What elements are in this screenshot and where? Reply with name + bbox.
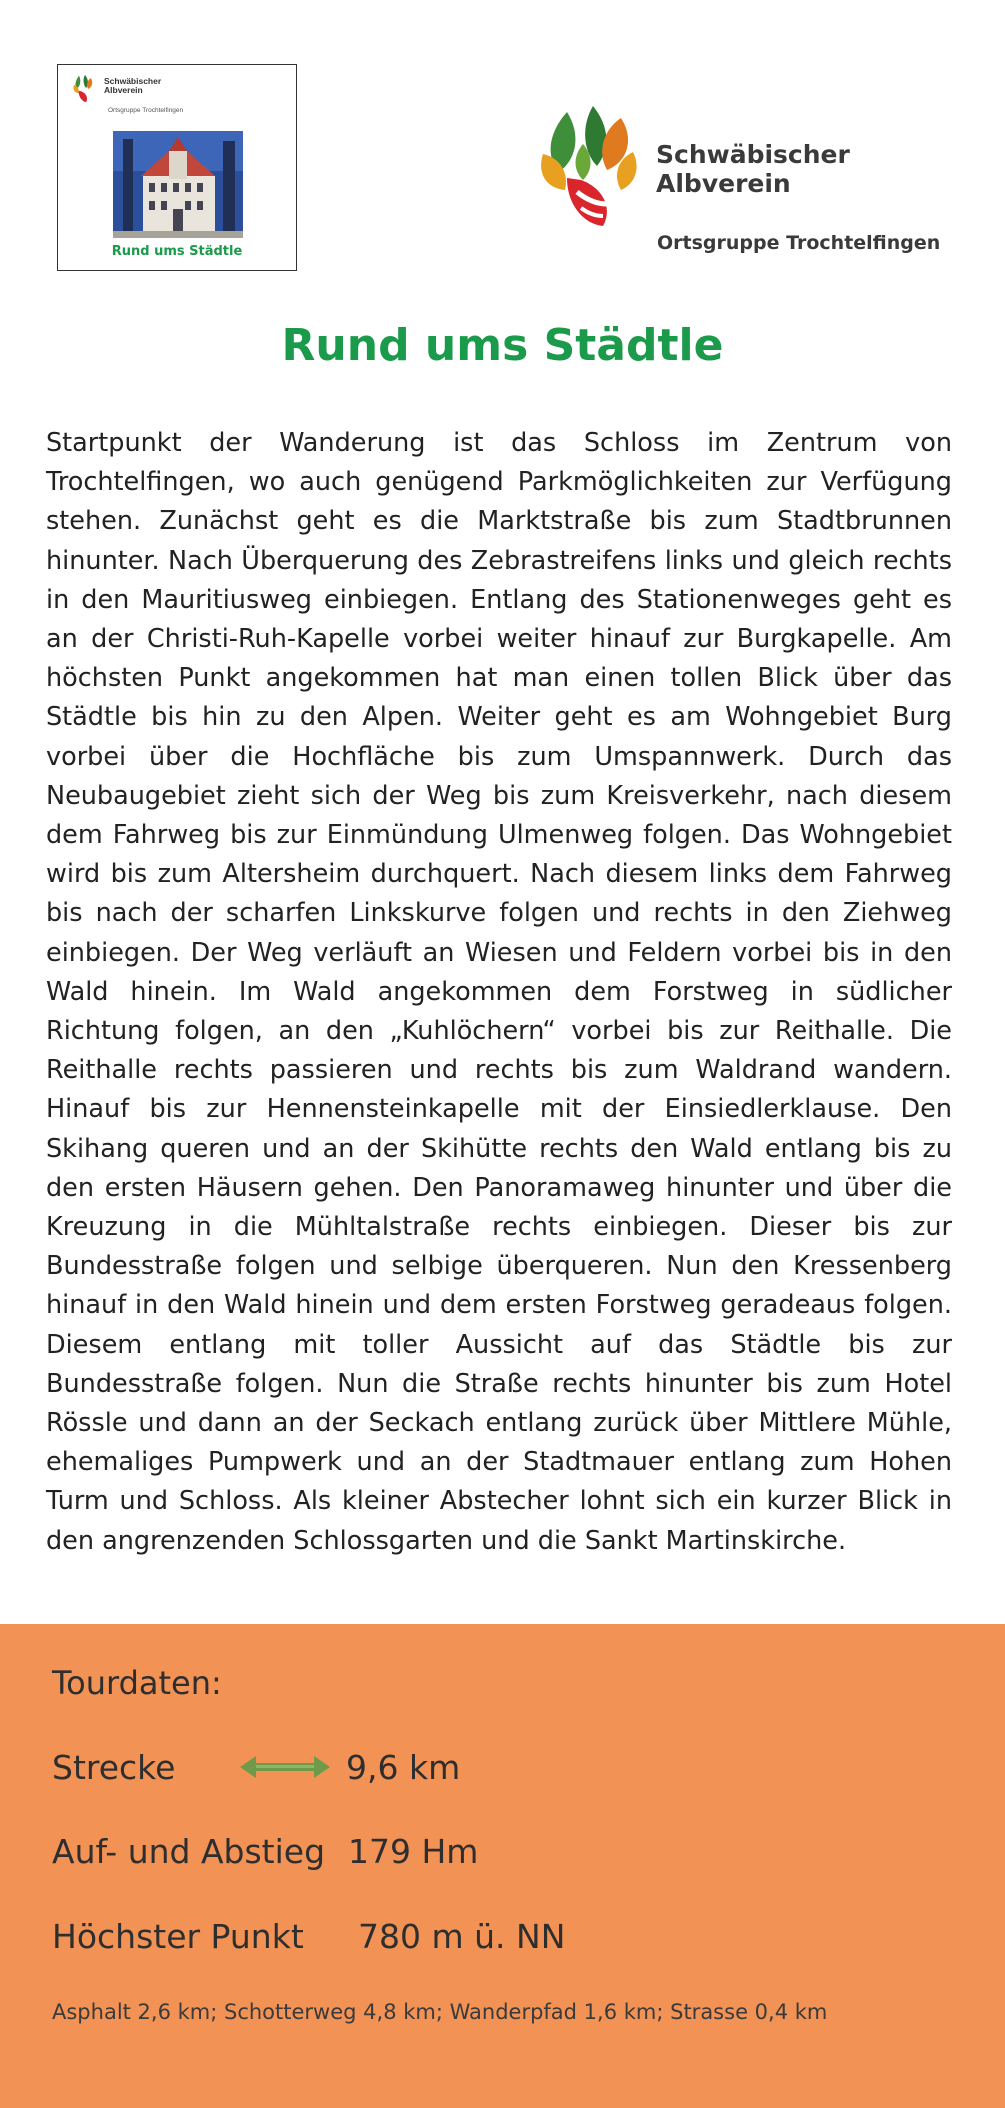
org-group: Ortsgruppe Trochtelfingen [657, 232, 941, 254]
highest-point-label: Höchster Punkt [52, 1917, 304, 1956]
org-name [656, 140, 850, 198]
elevation-label: Auf- und Abstieg [52, 1832, 326, 1871]
surface-breakdown: Asphalt 2,6 km; Schotterweg 4,8 km; Wanderpfad 1,6 km; Strasse 0,4 km [52, 2000, 828, 2024]
thumbnail-org-line1: Schwäbischer [104, 76, 162, 86]
thumbnail-group: Ortsgruppe Trochtelfingen [108, 107, 184, 114]
tour-data-panel [0, 1624, 1005, 2108]
highest-point-value: 780 m ü. NN [358, 1917, 566, 1956]
albverein-logo-icon [537, 104, 639, 228]
castle-photo [113, 131, 243, 238]
flyer-thumbnail [57, 64, 297, 271]
albverein-logo-small-icon [72, 73, 96, 105]
org-name-line2: Albverein [656, 169, 791, 198]
tour-data-heading: Tourdaten: [52, 1664, 222, 1702]
thumbnail-title: Rund ums Städtle [111, 244, 243, 259]
page-title: Rund ums Städtle [281, 320, 724, 371]
thumbnail-org-line2: Albverein [104, 85, 143, 95]
distance-label: Strecke [52, 1748, 176, 1787]
distance-value: 9,6 km [346, 1748, 461, 1787]
thumbnail-org-name [104, 77, 184, 95]
double-arrow-icon [240, 1754, 330, 1780]
org-name-line1: Schwäbischer [656, 140, 850, 169]
route-description: Startpunkt der Wanderung ist das Schloss im Zentrum von Trochtelfingen, wo auch genügend Parkmöglichkeiten zur Verfügung stehen. Zunächst geht es die Marktstraße bis zum Stadtbrunnen hinunter. Nach Überquerung des Zebrastreifens links und gleich rechts in den Mauritiusweg einbiegen. Entlang des Stationenweges geht es an der Christi-Ruh-Kapelle vorbei weiter hinauf zur Burgkapelle. Am höchsten Punkt angekommen hat man einen tollen Blick über das Städtle bis hin zu den Alpen. Weiter geht es am Wohngebiet Burg vorbei über die Hochfläche bis zum Umspannwerk. Durch das Neubaugebiet zieht sich der Weg bis zum Kreisverkehr, nach diesem dem Fahrweg bis zur Einmündung Ulmenweg folgen. Das Wohngebiet wird bis zum Altersheim durchquert. Nach diesem links dem Fahrweg bis nach der scharfen Linkskurve folgen und rechts in den Ziehweg einbiegen. Der Weg verläuft an Wiesen und Feldern vorbei bis in den Wald hinein. Im Wald angekommen dem Forstweg in südlicher Richtung folgen, an den „Kuhlöchern“ vorbei bis zur Reithalle. Die Reithalle rechts passieren und rechts bis zum Waldrand wandern. Hinauf bis zur Hennensteinkapelle mit der Einsiedlerklause. Den Skihang queren und an der Skihütte rechts den Wald entlang bis zu den ersten Häusern gehen. Den Panoramaweg hinunter und über die Kreuzung in die Mühltalstraße rechts einbiegen. Dieser bis zur Bundesstraße folgen und selbige überqueren. Nun den Kressenberg hinauf in den Wald hinein und dem ersten Forstweg geradeaus folgen. Diesem entlang mit toller Aussicht auf das Städtle bis zur Bundesstraße folgen. Nun die Straße rechts hinunter bis zum Hotel Rössle und dann an der Seckach entlang zurück über Mittlere Mühle, ehemaliges Pumpwerk und an der Stadtmauer entlang zum Hohen Turm und Schloss. Als kleiner Abstecher lohnt sich ein kurzer Blick in den angrenzenden Schlossgarten und die Sankt Martinskirche. [46, 428, 952, 1556]
elevation-value: 179 Hm [348, 1832, 479, 1871]
